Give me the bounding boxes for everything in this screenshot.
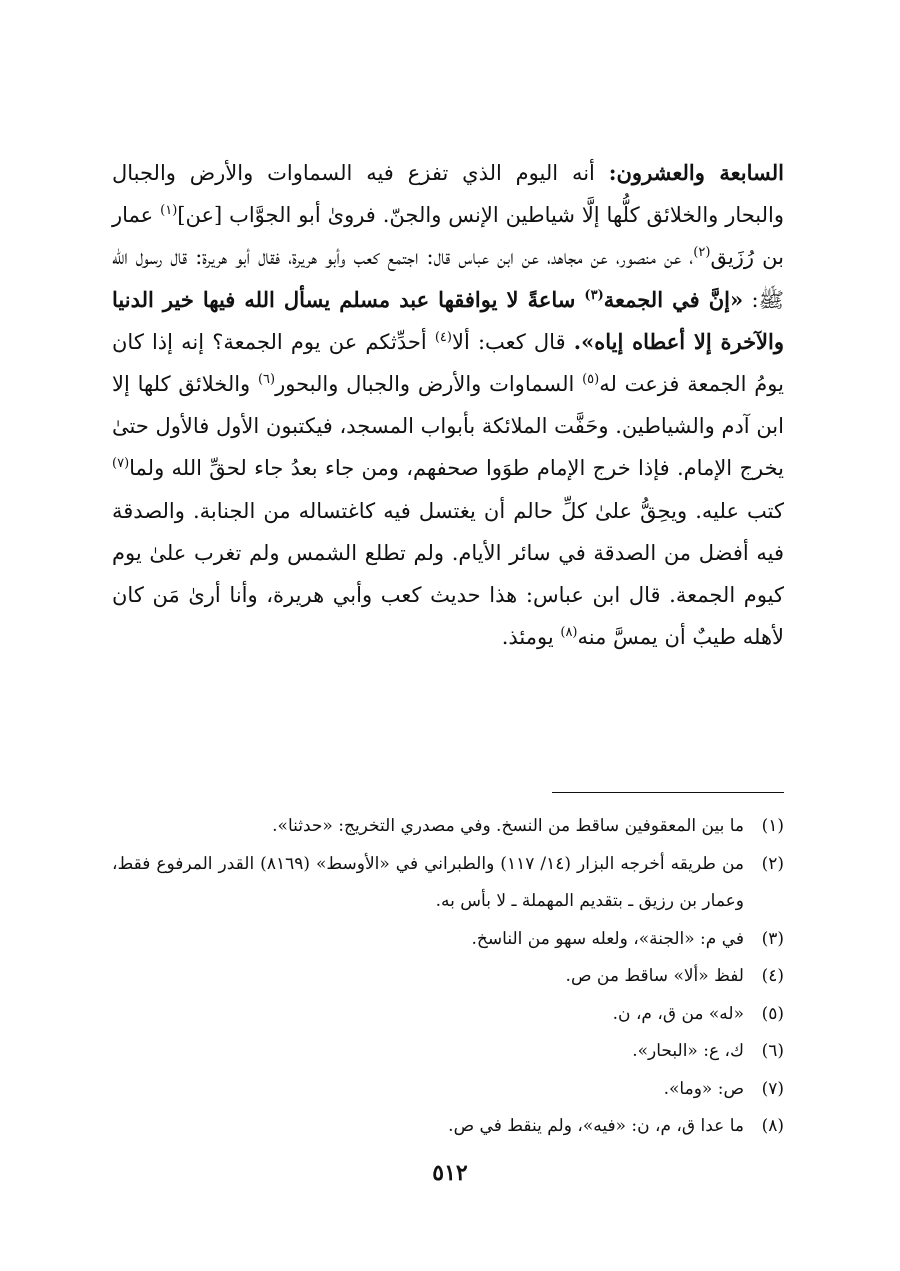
footnote-number: (٢): [761, 853, 784, 874]
hadith-opening: «إنَّ في الجمعة: [603, 286, 744, 312]
footnote-number: (٨): [761, 1116, 784, 1136]
footnote-ref-2[interactable]: (٢): [693, 245, 711, 261]
footnote-text: ك، ع: «البحار».: [632, 1041, 744, 1061]
footnote-text: ما عدا ق، م، ن: «فيه»، ولم ينقط في ص.: [448, 1116, 744, 1136]
footnote-ref-4[interactable]: (٤): [434, 329, 452, 345]
text-segment: كتب عليه. ويحِقُّ علىٰ كلِّ حالم أن يغتسل فيه كاغتساله من الجنابة. والصدقة فيه أفضل من الصدقة في سائر الأيام. ولم تطلع الشمس ولم تغرب علىٰ يوم كيوم الجمعة. قال ابن عباس: هذا حديث كعب وأبي هريرة، وأنا أرىٰ مَن كان لأهله طيبٌ أن يمسَّ منه: [112, 498, 784, 650]
text-segment: عمار بن رُزَيق: [112, 203, 784, 270]
footnote-ref-6[interactable]: (٦): [257, 372, 276, 388]
footnote-text: ص: «وما».: [663, 1078, 744, 1099]
paragraph: [112, 152, 784, 658]
section-heading: السابعة والعشرون:: [608, 160, 784, 185]
text-segment: أحدِّثكم عن يوم الجمعة؟ إنه إذا كان يومُ الجمعة فزعت له: [112, 329, 784, 397]
footnote-number: (٥): [761, 1003, 784, 1024]
footnote-number: (٣): [761, 928, 784, 949]
footnote-6: [112, 1033, 784, 1071]
text-segment: ، عن منصور، عن مجاهد، عن ابن عباس قال: اجتمع كعب وأبو هريرة، فقال أبو هريرة: قال رسول الله ﷺ:: [112, 245, 784, 312]
footnote-number: (١): [761, 816, 784, 836]
footnote-number: (٧): [761, 1078, 784, 1099]
text-segment: السماوات والأرض والجبال والبحور: [275, 372, 583, 397]
footnote-7: [112, 1071, 784, 1109]
footnote-5: [112, 996, 784, 1034]
footnote-3: [112, 921, 784, 959]
hadith-body: ساعةً لا يوافقها عبد مسلم يسأل الله فيها خير الدنيا والآخرة إلا أعطاه إياه».: [112, 286, 785, 354]
footnote-ref-1[interactable]: (١): [160, 203, 178, 219]
footnote-ref-3[interactable]: (٣): [584, 287, 604, 303]
footnotes-list: [112, 808, 784, 1146]
footnote-1: [112, 808, 784, 846]
text-segment: والخلائق كلها إلا ابن آدم والشياطين. وحَفَّت الملائكة بأبواب المسجد، فيكتبون الأول فالأول حتىٰ يخرج الإمام. فإذا خرج الإمام طوَوا صحفهم، ومن جاء بعدُ جاء لحقِّ الله ولما: [112, 372, 784, 481]
text-segment: أنه اليوم الذي تفزع فيه السماوات والأرض والجبال والبحار والخلائق كلُّها إلَّا شياطين الإنس والجنّ. فروىٰ أبو الجوَّاب [عن]: [112, 161, 785, 228]
footnote-4: [112, 958, 784, 996]
footnote-number: (٦): [761, 1041, 784, 1061]
footnote-8: [112, 1108, 784, 1146]
footnote-ref-7[interactable]: (٧): [112, 456, 130, 472]
footnote-text: في م: «الجنة»، ولعله سهو من الناسخ.: [471, 928, 744, 949]
text-segment: يومئذ.: [501, 625, 561, 650]
page-number: ٥١٢: [432, 1160, 468, 1186]
footnote-text: من طريقه أخرجه البزار (١٤/ ١١٧) والطبراني في «الأوسط» (٨١٦٩) القدر المرفوع فقط، وعمار بن رزيق ـ بتقديم المهملة ـ لا بأس به.: [112, 853, 744, 911]
main-text: [112, 152, 784, 658]
footnote-ref-8[interactable]: (٨): [560, 625, 578, 641]
footnote-text: لفظ «ألا» ساقط من ص.: [565, 966, 744, 986]
footnote-text: «له» من ق، م، ن.: [612, 1003, 744, 1024]
footnote-separator: [552, 792, 784, 793]
footnote-number: (٤): [761, 966, 784, 986]
footnote-text: ما بين المعقوفين ساقط من النسخ. وفي مصدري التخريج: «حدثنا».: [272, 816, 744, 836]
footnote-ref-5[interactable]: (٥): [582, 372, 600, 388]
footnote-2: [112, 846, 784, 921]
text-segment: قال كعب: ألا: [451, 329, 574, 354]
